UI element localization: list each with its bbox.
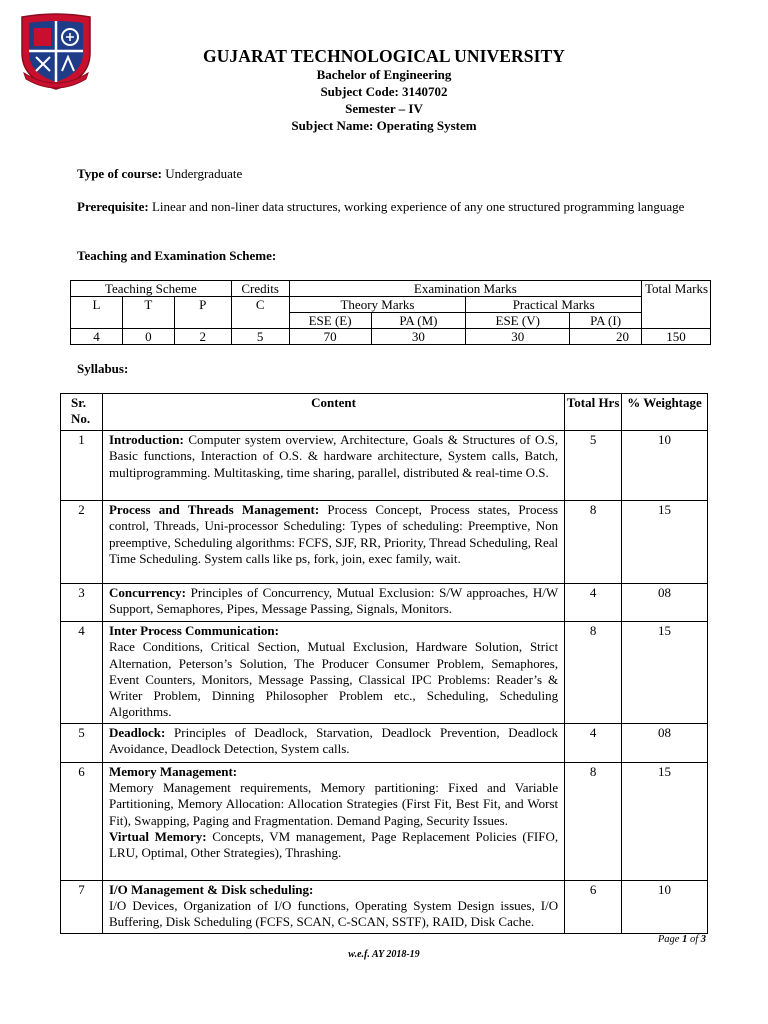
syllabus-row [61, 880, 708, 933]
unit-text: Memory Management requirements, Memory partitioning: Fixed and Variable Partitioning, Memory Allocation: Allocation Strategies (First Fit, Best Fit, and Worst Fit), Swapping, Paging and Fragmentation. Demand Paging, Security Issues. [108, 780, 559, 828]
value-ese-v: 30 [466, 329, 570, 345]
subject-code: Subject Code: 3140702 [320, 84, 448, 99]
unit-content [102, 762, 564, 880]
sr-no: 4 [61, 622, 103, 724]
lecture-header: L [71, 297, 123, 329]
syllabus-row [61, 584, 708, 622]
effective-date: w.e.f. AY 2018-19 [348, 949, 420, 960]
total-hrs: 4 [565, 723, 622, 762]
unit-text: Principles of Deadlock, Starvation, Deadlock Prevention, Deadlock Avoidance, Deadlock Detection, System calls. [108, 724, 559, 757]
pa-i-header: PA (I) [570, 313, 642, 329]
course-type [77, 166, 242, 182]
syllabus-row [61, 431, 708, 501]
tutorial-header: T [122, 297, 174, 329]
weightage: 08 [622, 723, 708, 762]
weightage: 08 [622, 584, 708, 622]
unit-text: Computer system overview, Architecture, Goals & Structures of O.S, Basic functions, Interaction of O.S. & hardware architecture, System calls, Batch, multiprogramming. Multitasking, time sharing, parallel, distributed & real-time O.S. [108, 432, 559, 480]
weightage: 10 [622, 880, 708, 933]
unit-content [102, 431, 564, 501]
weightage-header: % Weightage [622, 394, 708, 431]
unit-title: I/O Management & Disk scheduling: [108, 881, 314, 897]
value-l: 4 [71, 329, 123, 345]
teaching-scheme-header: Teaching Scheme [71, 281, 232, 297]
value-c: 5 [231, 329, 289, 345]
weightage: 15 [622, 622, 708, 724]
total-hrs: 6 [565, 880, 622, 933]
sr-no: 1 [61, 431, 103, 501]
sr-no: 6 [61, 762, 103, 880]
credits-header: Credits [231, 281, 289, 297]
unit-content [102, 584, 564, 622]
unit-title: Process and Threads Management: [108, 502, 320, 517]
ese-e-header: ESE (E) [289, 313, 371, 329]
unit-content [102, 622, 564, 724]
value-p: 2 [174, 329, 231, 345]
total-hrs: 4 [565, 584, 622, 622]
weightage: 10 [622, 431, 708, 501]
syllabus-table [60, 393, 708, 934]
prerequisite-label: Prerequisite: [77, 199, 149, 214]
unit-content [102, 501, 564, 584]
prerequisite-value: Linear and non-liner data structures, working experience of any one structured programming language [148, 199, 685, 214]
unit-subtext: Concepts, VM management, Page Replacement Policies (FIFO, LRU, Optimal, Other Strategies), Thrashing. [108, 828, 559, 861]
pa-m-header: PA (M) [371, 313, 466, 329]
value-t: 0 [122, 329, 174, 345]
unit-title: Concurrency: [108, 585, 186, 600]
syllabus-row [61, 762, 708, 880]
syllabus-heading: Syllabus: [77, 361, 129, 376]
credit-c-header: C [231, 297, 289, 329]
theory-marks-header: Theory Marks [289, 297, 466, 313]
total-hrs: 8 [565, 501, 622, 584]
unit-subtitle: Virtual Memory: [108, 828, 207, 844]
unit-text: Process Concept, Process states, Process control, Threads, Uni-processor Scheduling: Types of scheduling: Preemptive, Non preemptive, Scheduling algorithms: FCFS, SJF, RR, Priority, Thread Scheduling, Real Time Scheduling. System calls like ps, fork, join, exec family, wait. [108, 502, 559, 566]
value-ese-e: 70 [289, 329, 371, 345]
total-hrs: 8 [565, 622, 622, 724]
semester: Semester – IV [345, 101, 423, 116]
total-hrs: 8 [565, 762, 622, 880]
exam-marks-header: Examination Marks [289, 281, 641, 297]
subject-name: Subject Name: Operating System [291, 118, 477, 133]
value-pa-m: 30 [371, 329, 466, 345]
weightage: 15 [622, 501, 708, 584]
unit-text: I/O Devices, Organization of I/O functions, Operating System Design issues, I/O Buffering, Disk Scheduling (FCFS, SCAN, C-SCAN, SSTF), RAID, Disk Cache. [108, 898, 559, 930]
weightage: 15 [622, 762, 708, 880]
scheme-table [70, 280, 711, 345]
unit-title: Deadlock: [108, 724, 166, 740]
sr-no: 3 [61, 584, 103, 622]
course-type-label: Type of course: [77, 166, 162, 181]
value-total: 150 [642, 329, 711, 345]
content-header: Content [102, 394, 564, 431]
practical-header: P [174, 297, 231, 329]
practical-marks-header: Practical Marks [466, 297, 642, 313]
unit-content [102, 880, 564, 933]
prerequisite [77, 199, 689, 215]
page-number: Page 1 of 3 [657, 934, 706, 945]
unit-title: Inter Process Communication: [108, 623, 279, 638]
total-hrs-header: Total Hrs [565, 394, 622, 431]
syllabus-row [61, 723, 708, 762]
sr-no-header: Sr. No. [61, 394, 103, 431]
sr-no: 7 [61, 880, 103, 933]
total-hrs: 5 [565, 431, 622, 501]
unit-text: Race Conditions, Critical Section, Mutual Exclusion, Hardware Solution, Strict Alternation, Peterson’s Solution, The Producer Consumer Problem, Semaphores, Event Counters, Monitors, Message Passing, Classical IPC Problems: Reader’s & Writer Problem, Dinning Philosopher Problem etc., Scheduling, Scheduling Algorithms. [108, 639, 559, 720]
ese-v-header: ESE (V) [466, 313, 570, 329]
total-marks-header: Total Marks [642, 281, 711, 329]
sr-no: 5 [61, 723, 103, 762]
unit-title: Memory Management: [108, 763, 238, 779]
scheme-values-row [71, 329, 711, 345]
sr-no: 2 [61, 501, 103, 584]
value-pa-i: 20 [570, 329, 642, 345]
unit-text: Principles of Concurrency, Mutual Exclusion: S/W approaches, H/W Support, Semaphores, Pipes, Message Passing, Signals, Monitors. [108, 585, 559, 617]
gtu-logo [18, 13, 94, 91]
degree: Bachelor of Engineering [316, 67, 452, 82]
university-name: GUJARAT TECHNOLOGICAL UNIVERSITY [202, 46, 566, 66]
unit-title: Introduction: [108, 432, 184, 447]
syllabus-row [61, 622, 708, 724]
scheme-heading: Teaching and Examination Scheme: [77, 248, 277, 263]
unit-content [102, 723, 564, 762]
course-type-value: Undergraduate [161, 166, 243, 181]
syllabus-row [61, 501, 708, 584]
